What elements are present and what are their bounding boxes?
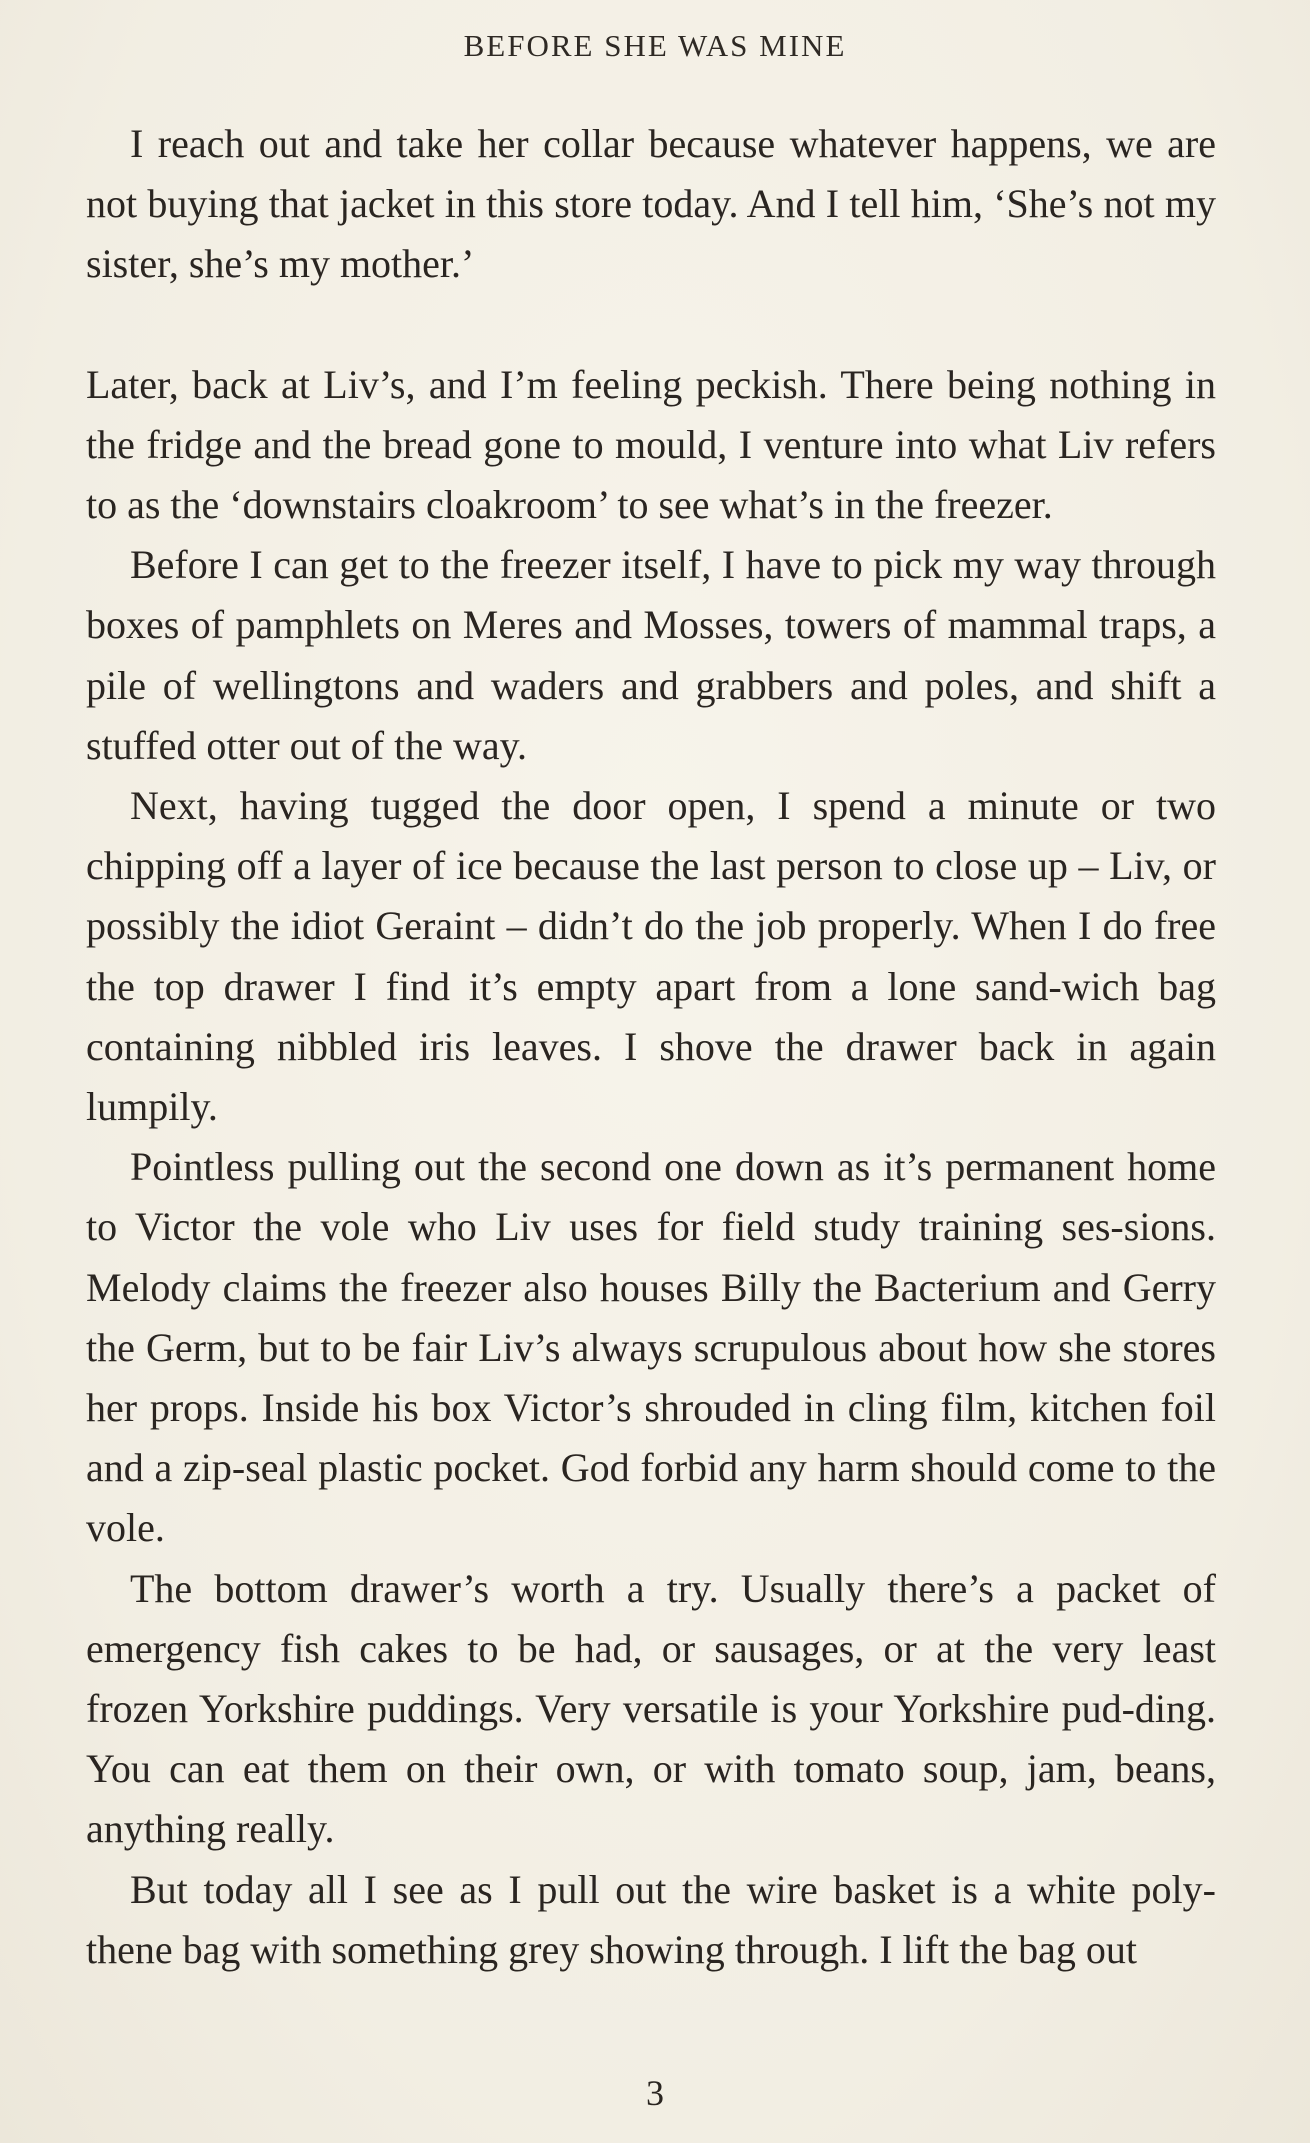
running-head-title: BEFORE SHE WAS MINE (463, 28, 847, 63)
page-number: 3 (646, 2073, 664, 2113)
paragraph-1: I reach out and take her collar because whatever happens, we are not buying that jacket in this store today. And I tell him, ‘She’s not my sister, she’s my mother.’ (86, 121, 1216, 287)
paragraph-4: Next, having tugged the door open, I spend a minute or two chipping off a layer of ice because the last person to close up – Liv, or possibly the idiot Geraint – didn’t do the job properly. When I do free the top drawer I find it’s empty apart from a lone sand-wich bag containing nibbled iris leaves. I shove the drawer back in again lumpily. (86, 783, 1216, 1130)
paragraph-5: Pointless pulling out the second one down as it’s permanent home to Victor the vole who Liv uses for field study training ses-sions. Melody claims the freezer also houses Billy the Bacterium and Gerry the Germ, but to be fair Liv’s always scrupulous about how she stores her props. Inside his box Victor’s shrouded in cling film, kitchen foil and a zip-seal plastic pocket. God forbid any harm should come to the vole. (86, 1144, 1216, 1551)
paragraph-3: Before I can get to the freezer itself, I have to pick my way through boxes of pamphlets on Meres and Mosses, towers of mammal traps, a pile of wellingtons and waders and grabbers and poles, and shift a stuffed otter out of the way. (86, 542, 1216, 768)
paragraph-7: But today all I see as I pull out the wire basket is a white poly-thene bag with something grey showing through. I lift the bag out (86, 1866, 1216, 1972)
section-break (86, 295, 1216, 355)
paragraph-2: Later, back at Liv’s, and I’m feeling peckish. There being nothing in the fridge and the bread gone to mould, I venture into what Liv refers to as the ‘downstairs cloakroom’ to see what’s in the freezer. (86, 361, 1216, 528)
body-text (86, 114, 1216, 1980)
paragraph-6: The bottom drawer’s worth a try. Usually there’s a packet of emergency fish cakes to be had, or sausages, or at the very least frozen Yorkshire puddings. Very versatile is your Yorkshire pud-ding. You can eat them on their own, or with tomato soup, jam, beans, anything really. (86, 1565, 1216, 1852)
